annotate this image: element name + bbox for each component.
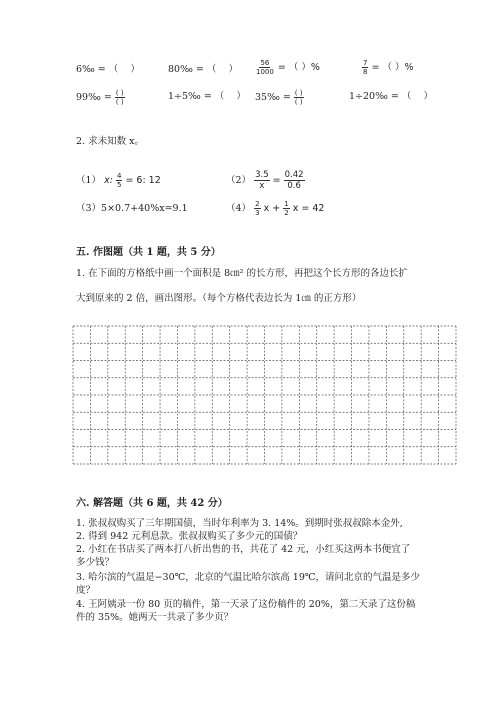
section6-line-8: 件的 35%。她两天一共录了多少页？	[76, 612, 234, 623]
conv-1-2: 80‰ = （ ）	[168, 64, 238, 75]
conv-2-4: 1÷20‰ = （ ）	[349, 91, 433, 102]
section6-heading: 六. 解答题（共 6 题，共 42 分）	[76, 498, 228, 509]
section6-line-4: 多少钱？	[76, 557, 115, 568]
section5-q1-line2: 大到原来的 2 倍，画出图形。（每个方格代表边长为 1㎝ 的正方形）	[76, 293, 362, 304]
conv-2-1: 99‰ = $\frac{( )}{( )}$	[76, 89, 124, 106]
section5-heading: 五. 作图题（共 1 题，共 5 分）	[76, 247, 221, 258]
section6-line-6: 度？	[76, 585, 96, 596]
equation-4: （4） $\frac{2}{3}$ x + $\frac{1}{2}$ x = 42	[226, 200, 325, 217]
conv-1-4: $\frac{7}{8}$ = （ ）%	[363, 59, 414, 76]
section6-line-7: 4. 王阿姨录一份 80 页的稿件，第一天录了这份稿件的 20%，第二天录了这份稿	[76, 599, 416, 610]
section2-title: 2. 求未知数 x。	[76, 136, 144, 147]
grid-svg	[72, 325, 457, 465]
section6-line-5: 3. 哈尔滨的气温是−30℃，北京的气温比哈尔滨高 19℃，请问北京的气温是多少	[76, 572, 420, 583]
conv-2-2: 1÷5‰ = （ ）	[168, 91, 246, 102]
section6-line-3: 2. 小红在书店买了两本打八折出售的书，共花了 42 元，小红买这两本书便宜了	[76, 544, 411, 555]
conv-1-1: 6‰ = （ ）	[76, 64, 140, 75]
grid-paper	[72, 325, 457, 465]
section6-line-1: 1. 张叔叔购买了三年期国债，当时年利率为 3. 14%。到期时张叔叔除本金外,	[76, 518, 403, 529]
section6-line-2: 2. 得到 942 元利息款。张叔叔购买了多少元的国债？	[76, 531, 303, 542]
equation-2: （2） $\frac{3.5}{x}$ = $\frac{0.42}{0.6}$	[226, 170, 304, 191]
equation-1: （1） x: $\frac{4}{5}$ = 6: 12	[76, 172, 161, 189]
conv-1-3: $\frac{56}{1000}$ = （ ）%	[256, 59, 320, 76]
equation-3: （3）5×0.7+40%x=9.1	[76, 203, 188, 214]
section5-q1-line1: 1. 在下面的方格纸中画一个面积是 8㎝² 的长方形，再把这个长方形的各边长扩	[76, 268, 408, 279]
conv-2-3: 35‰ = $\frac{( )}{( )}$	[255, 89, 303, 106]
